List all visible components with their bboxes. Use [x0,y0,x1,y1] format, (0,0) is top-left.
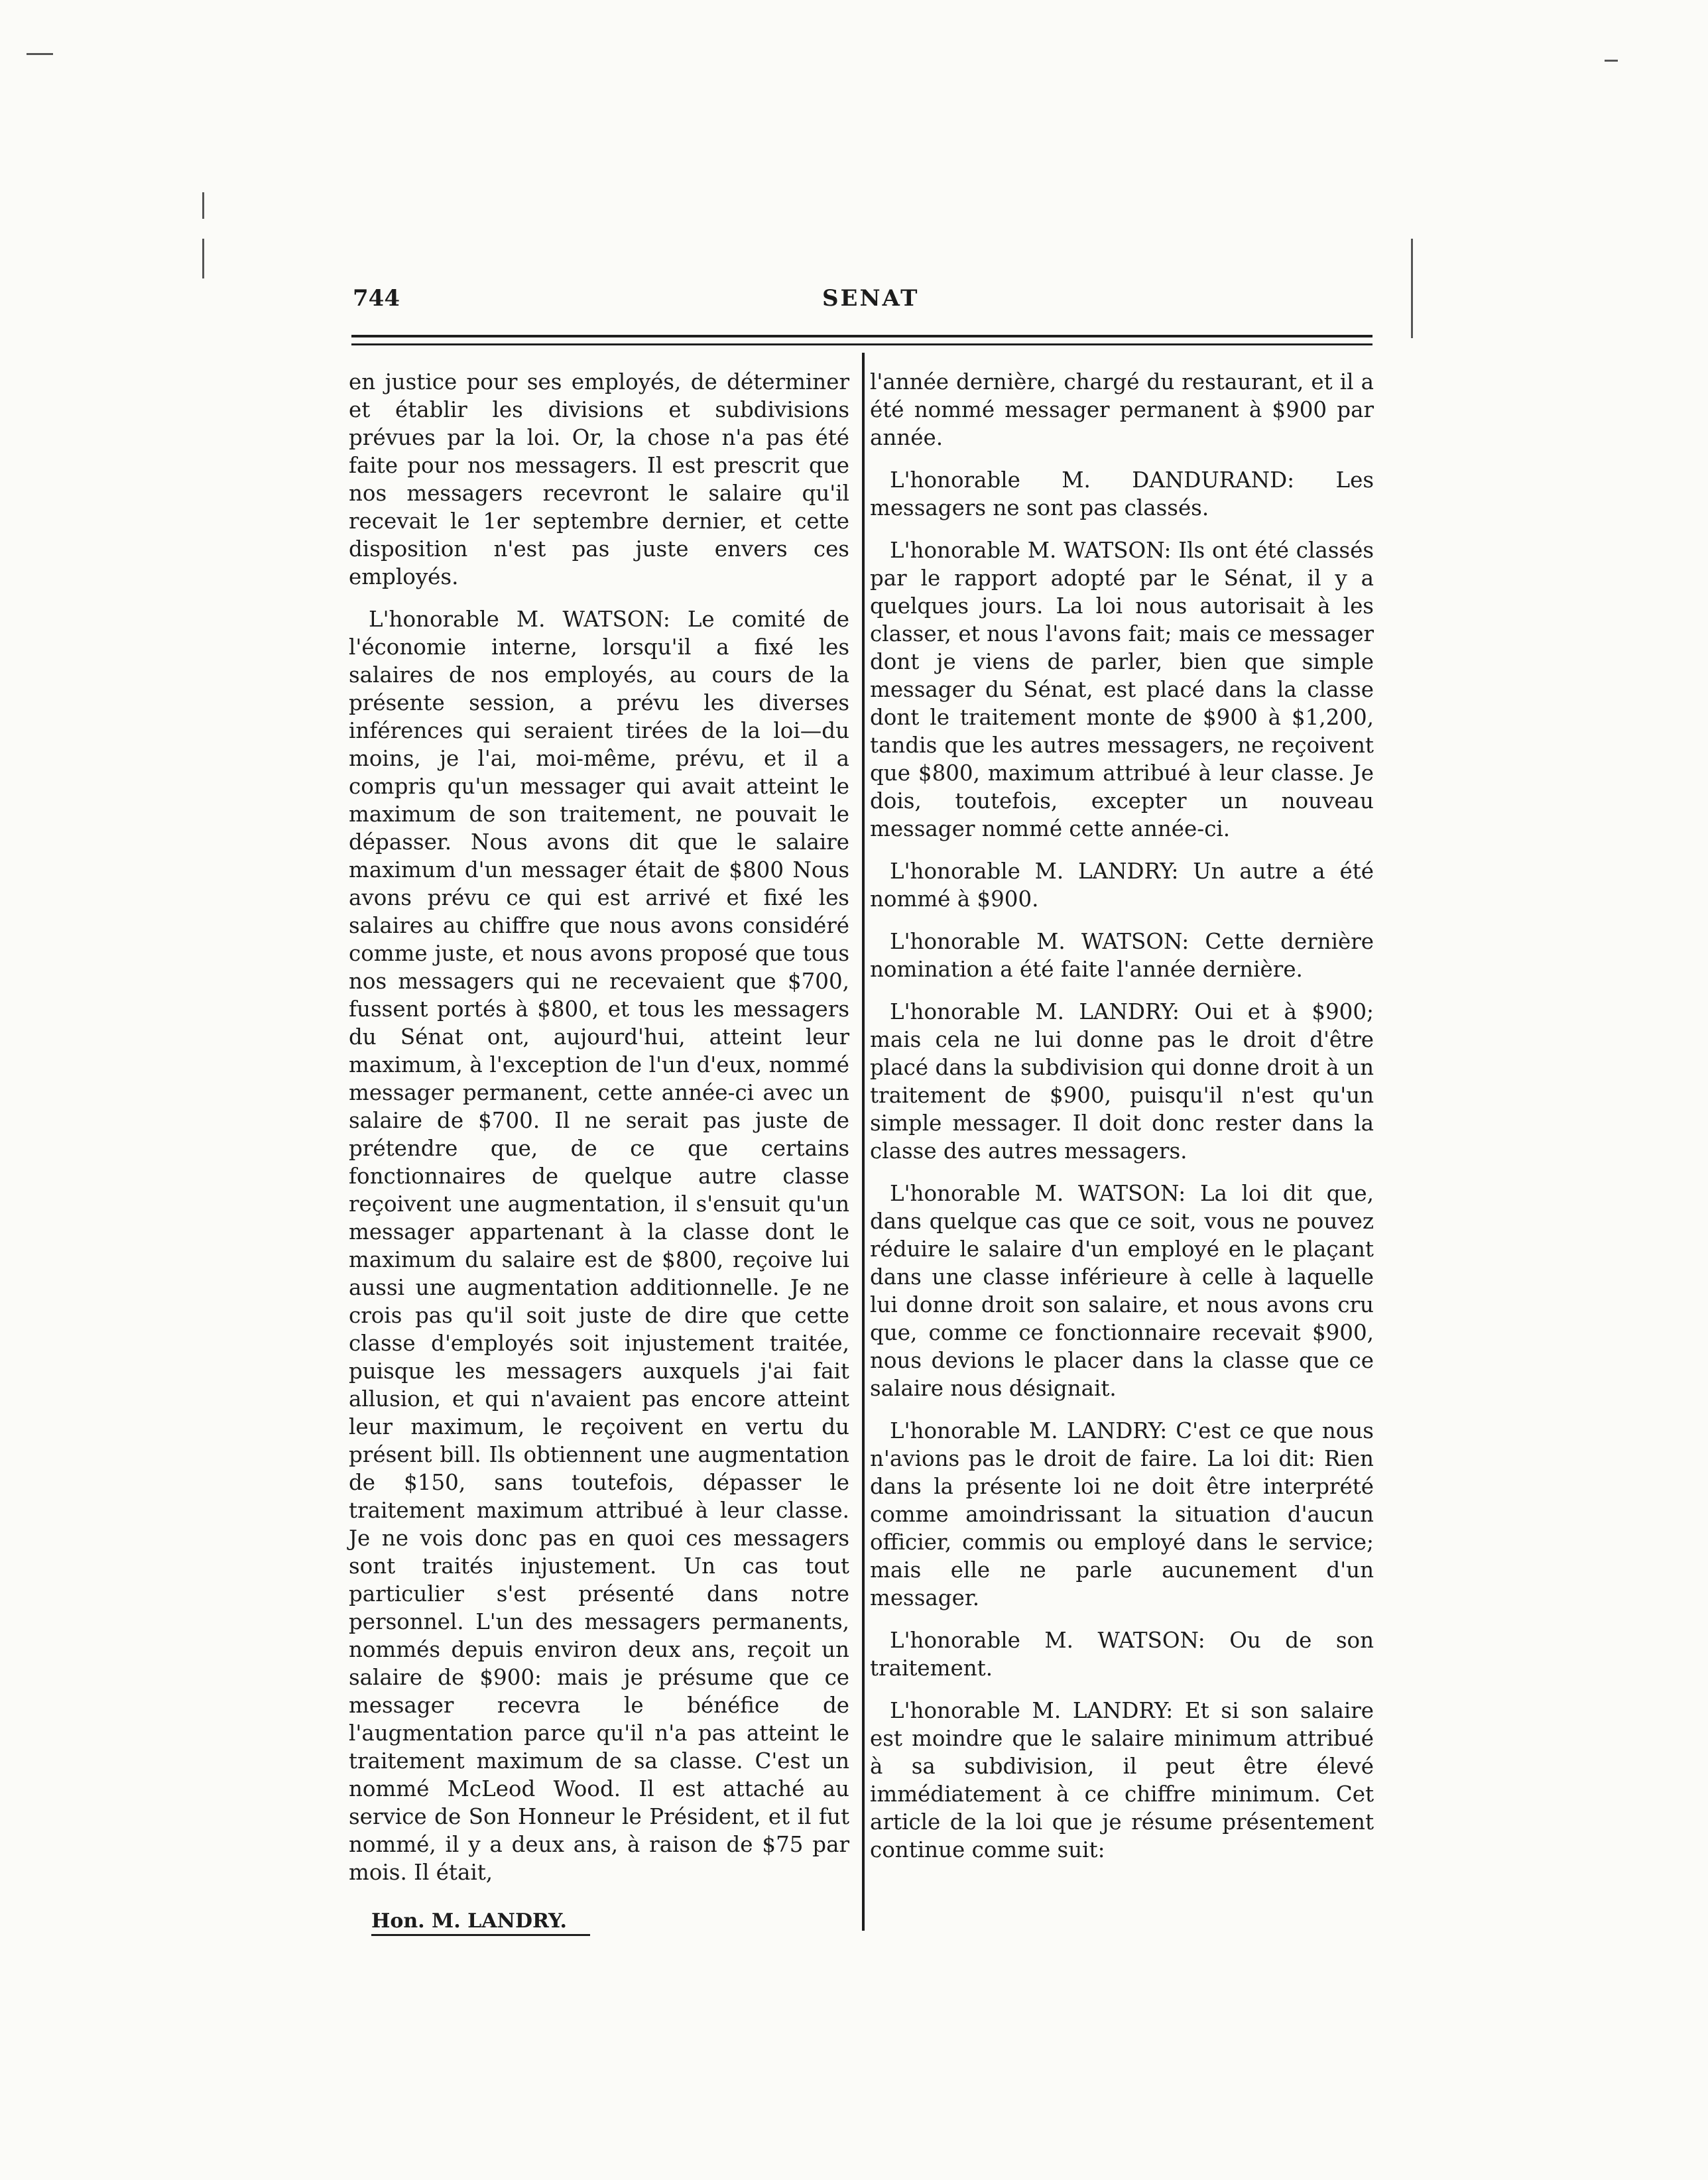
left-column [349,368,849,1901]
scan-mark [202,239,204,278]
scan-mark [202,192,204,219]
right-column [870,368,1374,1878]
paragraph: L'honorable M. DANDURAND: Les messagers ne sont pas classés. [870,467,1374,520]
paragraph: L'honorable M. WATSON: La loi dit que, dans quelque cas que ce soit, vous ne pouvez réduire le salaire d'un employé en le plaçant dans une classe inférieure à celle à laquelle lui donne droit son salaire, et nous avons cru que, comme ce fonctionnaire recevait $900, nous devions le placer dans la classe que ce salaire nous désignait. [870,1181,1374,1401]
scan-mark [1605,60,1618,62]
paragraph: L'honorable M. WATSON: Cette dernière nomination a été faite l'année dernière. [870,929,1374,982]
paragraph: en justice pour ses employés, de déterminer et établir les divisions et subdivisions prévues par la loi. Or, la chose n'a pas été faite pour nos messagers. Il est prescrit que nos messagers recevront le salaire qu'il recevait le 1er septembre dernier, et cette disposition n'est pas juste envers ces employés. [349,369,849,589]
header-rule [351,335,1372,340]
paragraph: L'honorable M. LANDRY: C'est ce que nous n'avions pas le droit de faire. La loi dit: Rien dans la présente loi ne doit être interprété comme amoindrissant la situation d'aucun officier, commis ou employé dans le service; mais elle ne parle aucunement d'un messager. [870,1418,1374,1610]
paragraph: L'honorable M. LANDRY: Un autre a été nommé à $900. [870,859,1374,912]
paragraph: L'honorable M. LANDRY: Et si son salaire est moindre que le salaire minimum attribué à sa subdivision, il peut être élevé immédiatement à ce chiffre minimum. Cet article de la loi que je résume présentement continue comme suit: [870,1698,1374,1862]
scan-mark [27,53,53,55]
scan-mark [1411,239,1413,338]
running-title: SENAT [822,285,920,312]
header-rule-secondary [351,343,1372,345]
column-divider [862,353,865,1931]
page-number: 744 [353,285,400,312]
paragraph: L'honorable M. WATSON: Ou de son traitement. [870,1628,1374,1681]
footer-signature: Hon. M. LANDRY. [371,1909,590,1936]
paragraph: L'honorable M. WATSON: Ils ont été classés par le rapport adopté par le Sénat, il y a quelques jours. La loi nous autorisait à les classer, et nous l'avons fait; mais ce messager dont je viens de parler, bien que simple messager du Sénat, est placé dans la classe dont le traitement monte de $900 à $1,200, tandis que les autres messagers, ne reçoivent que $800, maximum attribué à leur classe. Je dois, toutefois, excepter un nouveau messager nommé cette année-ci. [870,538,1374,841]
paragraph: L'honorable M. LANDRY: Oui et à $900; mais cela ne lui donne pas le droit d'être placé dans la subdivision qui donne droit à un traitement de $900, puisqu'il n'est qu'un simple messager. Il doit donc rester dans la classe des autres messagers. [870,999,1374,1164]
paragraph: l'année dernière, chargé du restaurant, et il a été nommé messager permanent à $900 par année. [870,369,1374,450]
paragraph: L'honorable M. WATSON: Le comité de l'économie interne, lorsqu'il a fixé les salaires de nos employés, au cours de la présente session, a prévu les diverses inférences qui seraient tirées de la loi—du moins, je l'ai, moi-même, prévu, et il a compris qu'un messager qui avait atteint le maximum de son traitement, ne pouvait le dépasser. Nous avons dit que le salaire maximum d'un messager était de $800 Nous avons prévu ce qui est arrivé et fixé les salaires au chiffre que nous avons considéré comme juste, et nous avons proposé que tous nos messagers qui ne recevaient que $700, fussent portés à $800, et tous les messagers du Sénat ont, aujourd'hui, atteint leur maximum, à l'exception de l'un d'eux, nommé messager permanent, cette année-ci avec un salaire de $700. Il ne serait pas juste de prétendre que, de ce que certains fonctionnaires de quelque autre classe reçoivent une augmentation, il s'ensuit qu'un messager appartenant à la classe dont le maximum du salaire est de $800, reçoive lui aussi une augmentation additionnelle. Je ne crois pas qu'il soit juste de dire que cette classe d'employés soit injustement traitée, puisque les messagers auxquels j'ai fait allusion, et qui n'avaient pas encore atteint leur maximum, le reçoivent en vertu du présent bill. Ils obtiennent une augmentation de $150, sans toutefois, dépasser le traitement maximum attribué à leur classe. Je ne vois donc pas en quoi ces messagers sont traités injustement. Un cas tout particulier s'est présenté dans notre personnel. L'un des messagers permanents, nommés depuis environ deux ans, reçoit un salaire de $900: mais je présume que ce messager recevra le bénéfice de l'augmentation parce qu'il n'a pas atteint le traitement maximum de sa classe. C'est un nommé McLeod Wood. Il est attaché au service de Son Honneur le Président, et il fut nommé, il y a deux ans, à raison de $75 par mois. Il était, [349,607,849,1885]
